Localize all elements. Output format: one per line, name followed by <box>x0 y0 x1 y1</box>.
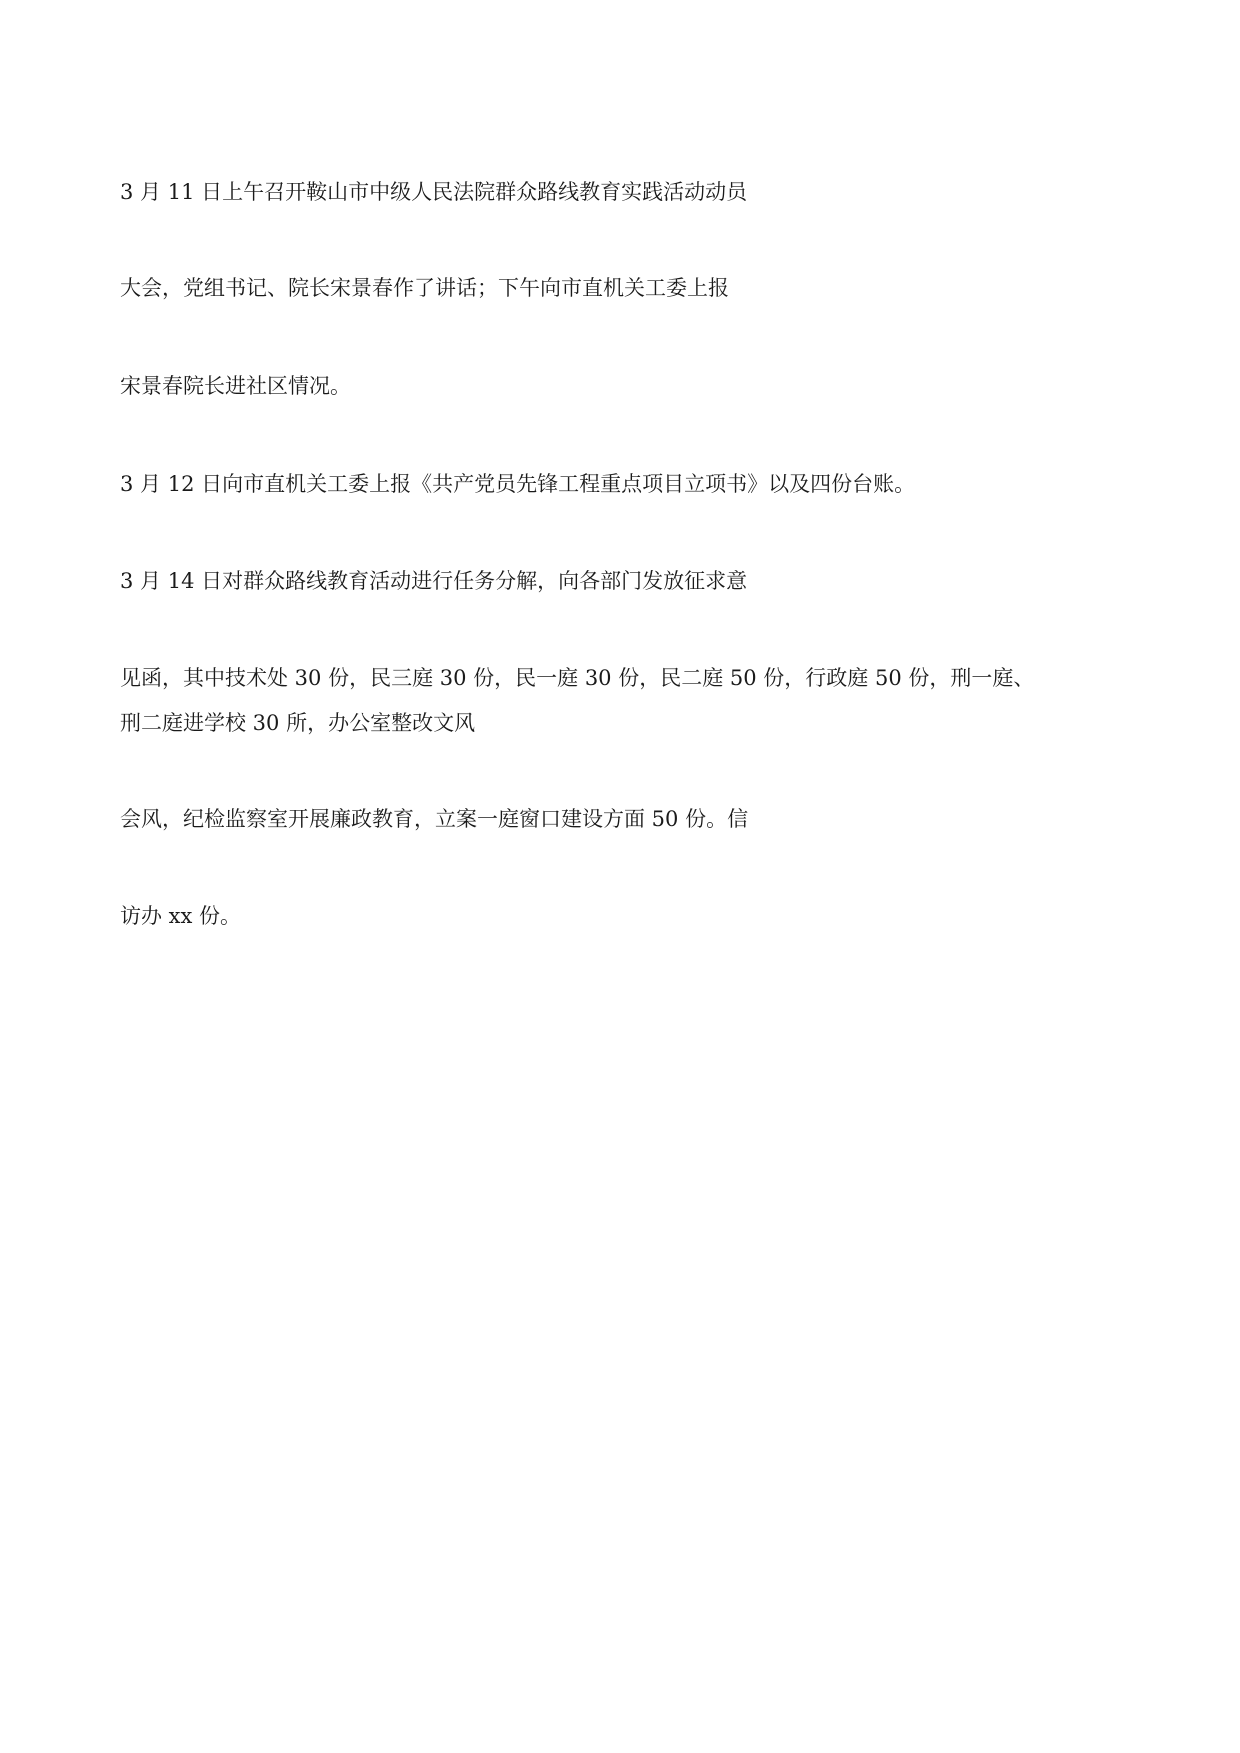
paragraph-line-2: 大会，党组书记、院长宋景春作了讲话；下午向市直机关工委上报 <box>120 276 729 300</box>
paragraph-line-6: 见函，其中技术处 30 份，民三庭 30 份，民一庭 30 份，民二庭 50 份，行政庭 50 份，刑一庭、 <box>120 666 1035 690</box>
paragraph-line-8: 会风，纪检监察室开展廉政教育，立案一庭窗口建设方面 50 份。信 <box>120 807 749 831</box>
paragraph-line-4: 3 月 12 日向市直机关工委上报《共产党员先锋工程重点项目立项书》以及四份台账。 <box>120 472 916 496</box>
paragraph-line-9: 访办 xx 份。 <box>120 904 242 928</box>
paragraph-line-1: 3 月 11 日上午召开鞍山市中级人民法院群众路线教育实践活动动员 <box>120 180 748 204</box>
paragraph-line-5: 3 月 14 日对群众路线教育活动进行任务分解，向各部门发放征求意 <box>120 569 748 593</box>
paragraph-line-3: 宋景春院长进社区情况。 <box>120 374 351 398</box>
paragraph-line-7: 刑二庭进学校 30 所，办公室整改文风 <box>120 711 476 735</box>
